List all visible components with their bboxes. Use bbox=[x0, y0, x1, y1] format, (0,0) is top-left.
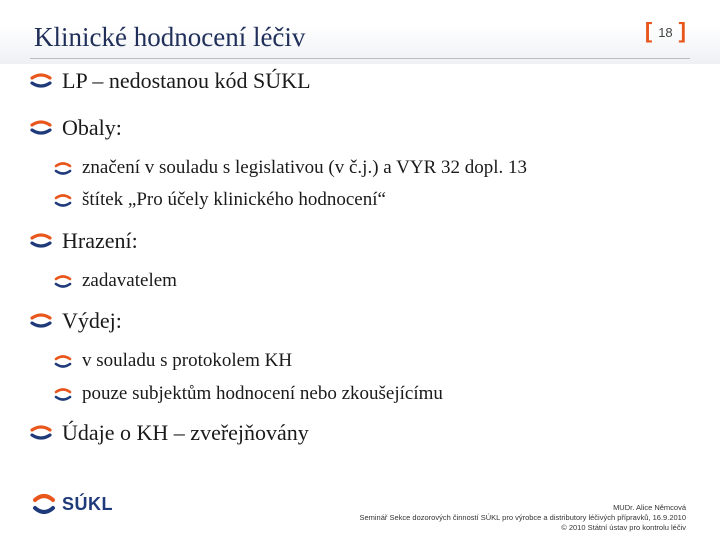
sub-bullet-item bbox=[54, 157, 527, 179]
bullet-item bbox=[30, 420, 309, 446]
title-divider bbox=[30, 58, 690, 59]
bullet-item bbox=[30, 308, 122, 334]
sub-bullet-icon bbox=[54, 275, 72, 288]
bullet-icon bbox=[30, 120, 52, 136]
bullet-icon bbox=[30, 313, 52, 329]
sukl-logo bbox=[30, 490, 113, 518]
bullet-text: Hrazení: bbox=[62, 228, 138, 253]
bullet-icon bbox=[30, 73, 52, 89]
bullet-icon bbox=[30, 425, 52, 441]
sub-bullet-item bbox=[54, 189, 386, 211]
sub-bullet-text: v souladu s protokolem KH bbox=[82, 350, 293, 371]
bullet-text: LP – nedostanou kód SÚKL bbox=[62, 68, 311, 93]
sub-bullet-icon bbox=[54, 388, 72, 401]
bullet-item bbox=[30, 228, 138, 254]
bullet-text: Výdej: bbox=[62, 308, 122, 333]
page-number bbox=[645, 20, 686, 42]
bullet-text: Obaly: bbox=[62, 115, 122, 140]
bracket-left-icon: [ bbox=[644, 18, 653, 43]
bullet-item bbox=[30, 68, 311, 94]
sub-bullet-text: štítek „Pro účely klinického hodnocení“ bbox=[82, 189, 386, 210]
page-number-value: 18 bbox=[658, 24, 673, 40]
sukl-logo-text: SÚKL bbox=[62, 493, 113, 514]
sub-bullet-icon bbox=[54, 162, 72, 175]
sub-bullet-icon bbox=[54, 194, 72, 207]
sub-bullet-item bbox=[54, 350, 292, 372]
bullet-item bbox=[30, 115, 122, 141]
footer-copyright: © 2010 Státní ústav pro kontrolu léčiv bbox=[561, 523, 686, 532]
footer-credits bbox=[359, 503, 686, 533]
footer-author: MUDr. Alice Němcová bbox=[613, 503, 686, 512]
sub-bullet-item bbox=[54, 383, 443, 405]
slide-title: Klinické hodnocení léčiv bbox=[34, 22, 306, 52]
sukl-logo-icon bbox=[30, 490, 58, 518]
footer-seminar: Seminář Sekce dozorových činností SÚKL pro výrobce a distributory léčivých přípravků, 16.9.2010 bbox=[359, 513, 686, 522]
sub-bullet-item bbox=[54, 270, 177, 292]
sub-bullet-icon bbox=[54, 355, 72, 368]
bullet-icon bbox=[30, 233, 52, 249]
bullet-text: Údaje o KH – zveřejňovány bbox=[62, 420, 309, 445]
sub-bullet-text: zadavatelem bbox=[82, 270, 177, 291]
sub-bullet-text: pouze subjektům hodnocení nebo zkoušejícímu bbox=[82, 383, 443, 404]
sub-bullet-text: značení v souladu s legislativou (v č.j.) a VYR 32 dopl. 13 bbox=[82, 157, 528, 178]
bracket-right-icon: ] bbox=[678, 18, 686, 43]
